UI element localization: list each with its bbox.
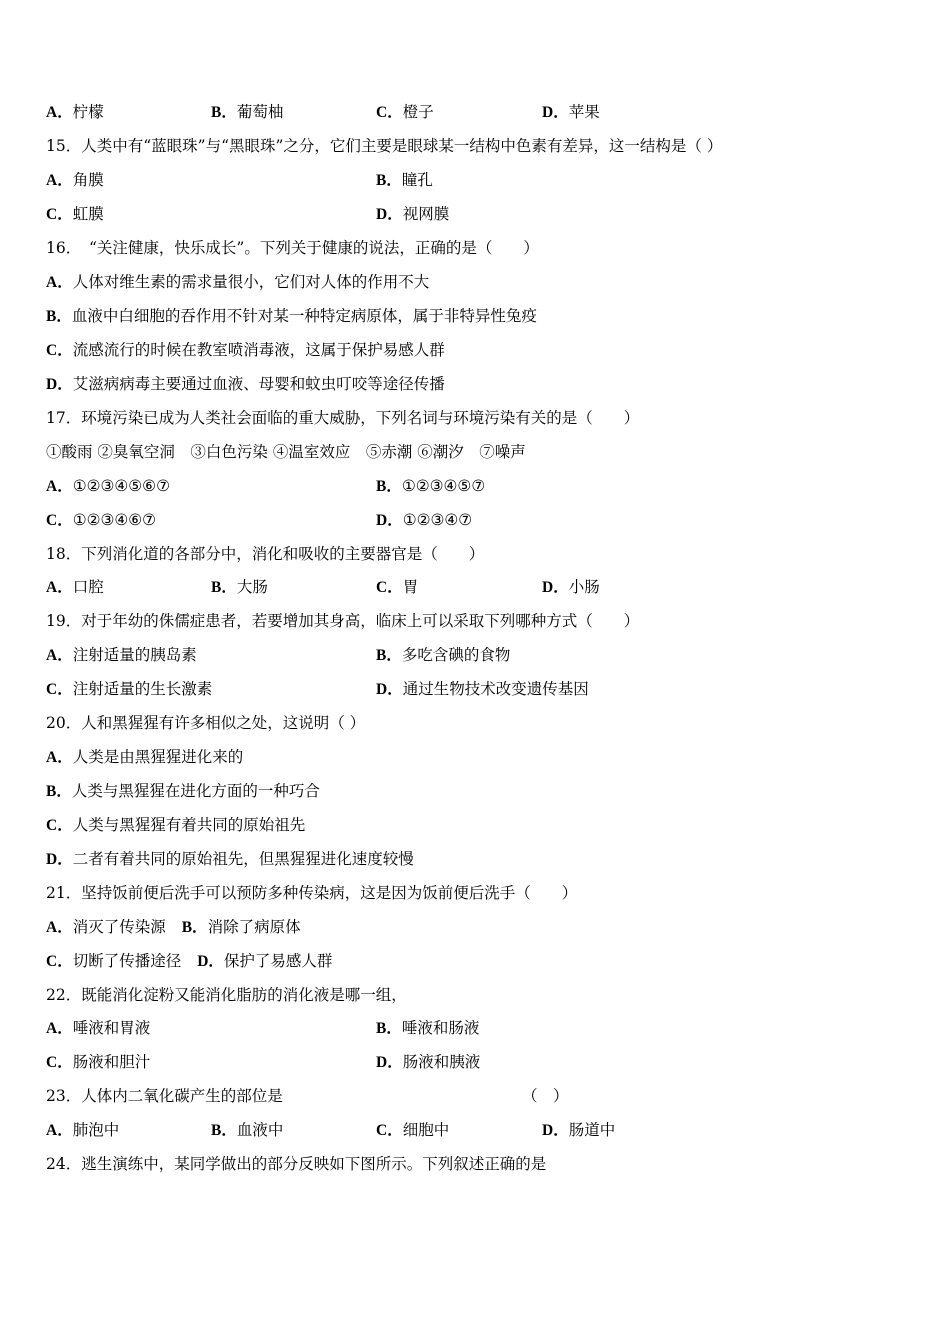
q23-stem: 23．人体内二氧化碳产生的部位是 bbox=[46, 1087, 283, 1105]
q21-stem: 21．坚持饭前便后洗手可以预防多种传染病，这是因为饭前便后洗手（ ） bbox=[46, 884, 578, 902]
q19-option-d: D．通过生物技术改变遗传基因 bbox=[376, 680, 589, 698]
q15-option-b: B．瞳孔 bbox=[376, 171, 433, 189]
q16-option-a: A．人体对维生素的需求量很小，它们对人体的作用不大 bbox=[46, 273, 430, 291]
q18-option-d: D．小肠 bbox=[542, 578, 600, 596]
q23-option-c: C．细胞中 bbox=[376, 1121, 450, 1139]
q16-stem: 16． “关注健康，快乐成长”。下列关于健康的说法，正确的是（ ） bbox=[46, 239, 539, 257]
q22-options-row2 bbox=[46, 1051, 906, 1073]
q14-options bbox=[46, 101, 906, 123]
q15-options-row1 bbox=[46, 169, 906, 191]
q18-option-c: C．胃 bbox=[376, 578, 419, 596]
q18-options bbox=[46, 576, 906, 598]
q23-option-d: D．肠道中 bbox=[542, 1121, 616, 1139]
q17-option-a: A．①②③④⑤⑥⑦ bbox=[46, 477, 170, 495]
q21-option-c: C．切断了传播途径 bbox=[46, 952, 182, 970]
q21-option-d: D．保护了易感人群 bbox=[197, 952, 333, 970]
q23-option-b: B．血液中 bbox=[211, 1121, 284, 1139]
q17-options-row2 bbox=[46, 509, 906, 531]
q15-option-a: A．角膜 bbox=[46, 171, 104, 189]
q22-option-a: A．唾液和胃液 bbox=[46, 1019, 151, 1037]
q22-option-c: C．肠液和胆汁 bbox=[46, 1053, 151, 1071]
q17-stem: 17．环境污染已成为人类社会面临的重大威胁，下列名词与环境污染有关的是（ ） bbox=[46, 409, 640, 427]
q17-option-d: D．①②③④⑦ bbox=[376, 511, 473, 529]
q17-items: ①酸雨 ②臭氧空洞 ③白色污染 ④温室效应 ⑤赤潮 ⑥潮汐 ⑦噪声 bbox=[46, 443, 526, 461]
q14-option-b: B．葡萄柚 bbox=[211, 103, 284, 121]
q15-stem: 15．人类中有“蓝眼珠”与“黑眼珠”之分，它们主要是眼球某一结构中色素有差异，这一结构是（ ） bbox=[46, 137, 723, 155]
q15-option-d: D．视网膜 bbox=[376, 205, 450, 223]
q21-option-b: B．消除了病原体 bbox=[181, 918, 301, 936]
q19-options-row2 bbox=[46, 678, 906, 700]
q21-options-row2 bbox=[46, 950, 332, 972]
q19-stem: 19．对于年幼的侏儒症患者，若要增加其身高，临床上可以采取下列哪种方式（ ） bbox=[46, 612, 640, 630]
q17-option-c: C．①②③④⑥⑦ bbox=[46, 511, 157, 529]
q21-option-a: A．消灭了传染源 bbox=[46, 918, 166, 936]
q22-option-d: D．肠液和胰液 bbox=[376, 1053, 481, 1071]
q20-option-b: B．人类与黑猩猩在进化方面的一种巧合 bbox=[46, 782, 320, 800]
q17-option-b: B．①②③④⑤⑦ bbox=[376, 477, 486, 495]
q23-options bbox=[46, 1119, 906, 1141]
q18-option-b: B．大肠 bbox=[211, 578, 268, 596]
q20-stem: 20．人和黑猩猩有许多相似之处，这说明（ ） bbox=[46, 714, 366, 732]
q16-option-b: B．血液中白细胞的吞作用不针对某一种特定病原体，属于非特异性兔疫 bbox=[46, 307, 537, 325]
q22-option-b: B．唾液和肠液 bbox=[376, 1019, 480, 1037]
q20-option-c: C．人类与黑猩猩有着共同的原始祖先 bbox=[46, 816, 306, 834]
q19-option-b: B．多吃含碘的食物 bbox=[376, 646, 511, 664]
q18-option-a: A．口腔 bbox=[46, 578, 104, 596]
q19-option-a: A．注射适量的胰岛素 bbox=[46, 646, 197, 664]
q14-option-a: A．柠檬 bbox=[46, 103, 104, 121]
q16-option-c: C．流感流行的时候在教室喷消毒液，这属于保护易感人群 bbox=[46, 341, 445, 359]
q18-stem: 18．下列消化道的各部分中，消化和吸收的主要器官是（ ） bbox=[46, 545, 485, 563]
q19-options-row1 bbox=[46, 644, 906, 666]
q22-stem: 22．既能消化淀粉又能消化脂肪的消化液是哪一组， bbox=[46, 986, 407, 1004]
q21-options-row1 bbox=[46, 916, 301, 938]
q20-option-d: D．二者有着共同的原始祖先，但黑猩猩进化速度较慢 bbox=[46, 850, 414, 868]
q23-answer-bracket: （ ） bbox=[522, 1087, 569, 1105]
q19-option-c: C．注射适量的生长激素 bbox=[46, 680, 213, 698]
q14-option-c: C．橙子 bbox=[376, 103, 434, 121]
q23-option-a: A．肺泡中 bbox=[46, 1121, 120, 1139]
q24-stem: 24．逃生演练中，某同学做出的部分反映如下图所示。下列叙述正确的是 bbox=[46, 1155, 547, 1173]
q15-option-c: C．虹膜 bbox=[46, 205, 104, 223]
q17-options-row1 bbox=[46, 475, 906, 497]
q16-option-d: D．艾滋病病毒主要通过血液、母婴和蚊虫叮咬等途径传播 bbox=[46, 375, 445, 393]
q15-options-row2 bbox=[46, 203, 906, 225]
q20-option-a: A．人类是由黑猩猩进化来的 bbox=[46, 748, 244, 766]
q22-options-row1 bbox=[46, 1017, 906, 1039]
q14-option-d: D．苹果 bbox=[542, 103, 600, 121]
